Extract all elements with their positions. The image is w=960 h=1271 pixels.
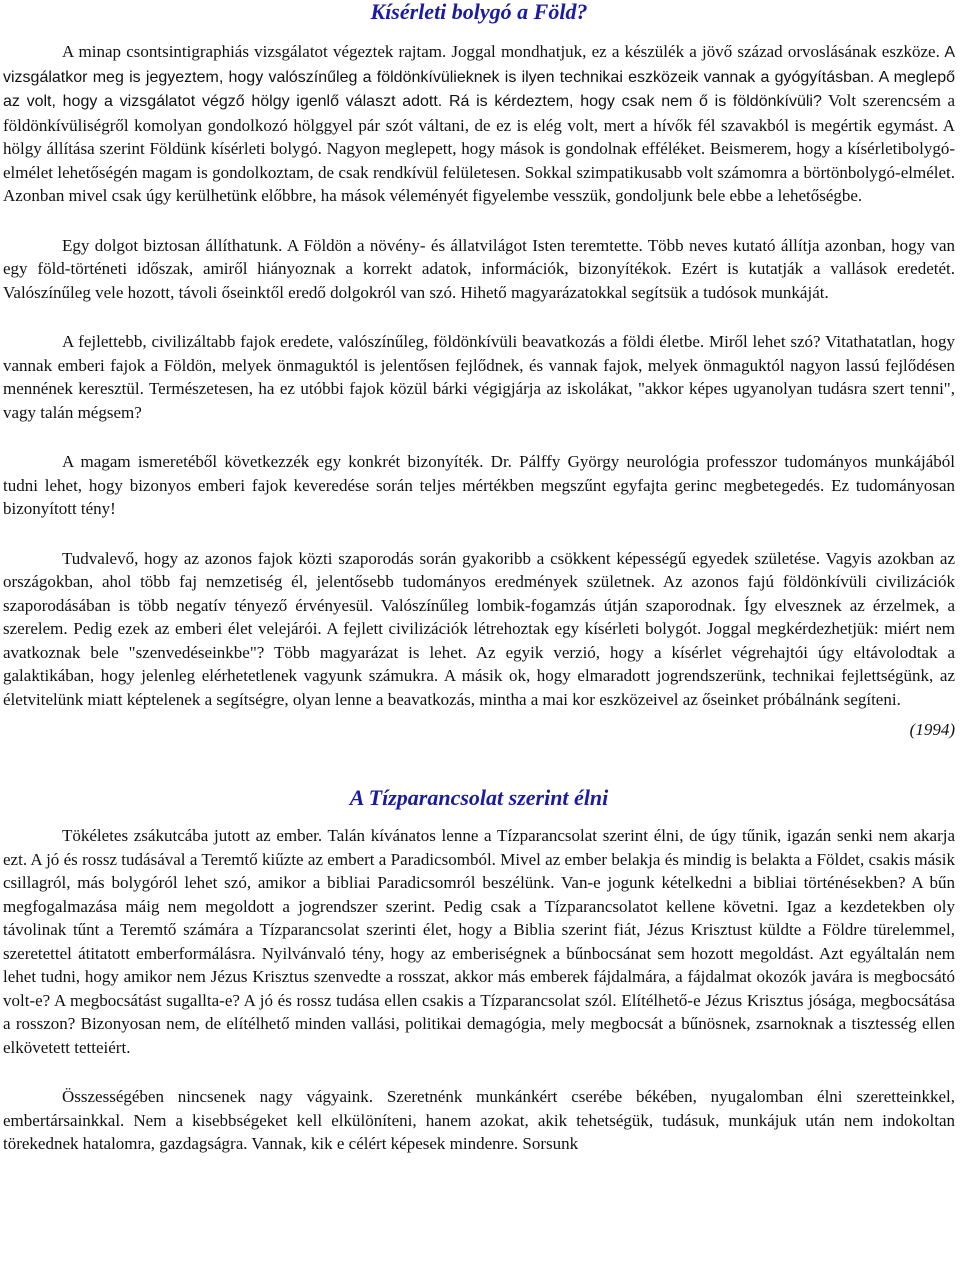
- paragraph-dead-end: Tökéletes zsákutcába jutott az ember. Talán kívánatos lenne a Tízparancsolat szerint élni, de úgy tűnik, igazán senki nem akarja ezt. A jó és rossz tudásával a Teremtő kiűzte az embert a Paradicsomból. Mivel az ember belakja és mindig is belakta a Földet, csakis másik csillagról, más bolygóról lehet szó, amikor a bibliai Paradicsomról beszélünk. Van-e jogunk kételkedni a bibliai történésekben? A bűn megfogalmazása máig nem megoldott a jogrendszer szerint. Pedig csak a Tízparancsolatot kellene követni. Igaz a kezdetekben oly távolinak tűnt a Teremtő számára a Tízparancsolat szerinti élet, hogy a Biblia szerint fiát, Jézus Krisztust küldte a Földre türelemmel, szeretettel átitatott emberformálásra. Nyilvánvaló tény, hogy az emberiségnek a bűnbocsánat sem hozott megoldást. Azt egyáltalán nem lehet tudni, hogy amikor nem Jézus Krisztus szenvedte a rosszat, akkor más emberek fájdalmára, a fájdalmat okozók javára is megbocsátó volt-e? A megbocsátást sugallta-e? A jó és rossz tudása ellen csakis a Tízparancsolat szól. Elítélhető-e Jézus Krisztus jósága, megbocsátása a rosszon? Bizonyosan nem, de elítélhető minden vallási, politikai demagógia, mely megbocsát a bűnösnek, zsarnoknak a tisztesség ellen elkövetett tetteiért.: [3, 826, 955, 1057]
- paragraph-intro-sentence-1: A minap csontsintigraphiás vizsgálatot végeztek rajtam. Joggal mondhatjuk, ez a készülék a jövő század orvoslásának eszköze.: [62, 42, 940, 61]
- paragraph-intro-sentence-4: A hölgy állítása szerint Földünk kísérleti bolygó. Nagyon meglepett, hogy mások is gondolnak efféléket. Beismerem, hogy a kísérletibolygó-elmélet lehetőségén magam is gondolkoztam, de csak rendkívül felületesen. Sokkal szimpatikusabb volt számomra a börtönbolygó-elmélet. Azonban mivel csak úgy kerülhetünk előbbre, ha mások véleményét figyelembe vesszük, gondoljunk bele ebbe a lehetőségbe.: [3, 115, 955, 205]
- paragraph-civilized-species: A fejlettebb, civilizáltabb fajok eredete, valószínűleg, földönkívüli beavatkozás a földi életbe. Miről lehet szó? Vitathatatlan, hogy vannak emberi fajok a Földön, melyek önmaguktól is jelentősen fejlődnek, és vannak fajok, melyek önmaguktól nagyon lassú fejlődésen mennének keresztül. Természetesen, ha ez utóbbi fajok közül bárki végigjárja az iskolákat, "akkor képes ugyanolyan tudásra szert tenni", vagy talán mégsem?: [3, 332, 955, 422]
- paragraph-intro: [3, 40, 955, 208]
- paragraph-intro-sentence-2: A vizsgálatkor meg is jegyeztem, hogy valószínűleg a földönkívülieknek is ilyen technikai eszközeik vannak a gyógyításban. A meglepő az volt, hogy a vizsgálatot végző hölgy igenlő választ adott. Rá is kérdeztem, hogy csak nem ő is földönkívüli?: [3, 44, 956, 110]
- paragraph-evidence: A magam ismeretéből következzék egy konkrét bizonyíték. Dr. Pálffy György neurológia professzor tudományos munkájából tudni lehet, hogy bizonyos emberi fajok keveredése során teljes mértékben megszűnt egyfajta gerinc megbetegedés. Ez tudományosan bizonyított tény!: [3, 452, 955, 518]
- article-title-ten-commandments: A Tízparancsolat szerint élni: [349, 785, 609, 810]
- article-date: (1994): [909, 720, 955, 739]
- paragraph-summary: Összességében nincsenek nagy vágyaink. Szeretnénk munkánkért cserébe békében, nyugalomban élni szeretteinkkel, embertársainkkal. Nem a kisebbségeket kell elkülöníteni, hanem azokat, akik tehetségük, tudásuk, munkájuk után nem indokoltan törekednek hatalomra, gazdagságra. Vannak, kik e célért képesek mindenre. Sorsunk: [3, 1087, 955, 1153]
- paragraph-creation: Egy dolgot biztosan állíthatunk. A Földön a növény- és állatvilágot Isten teremtette. Több neves kutató állítja azonban, hogy van egy föld-történeti időszak, amiről hiányoznak a korrekt adatok, információk, bizonyítékok. Ezért is kutatják a vallások eredetét. Valószínűleg vele hozott, távoli őseinktől eredő dolgokról van szó. Hihető magyarázatokkal segítsük a tudósok munkáját.: [3, 235, 955, 302]
- paragraph-reproduction: Tudvalevő, hogy az azonos fajok közti szaporodás során gyakoribb a csökkent képességű egyedek születése. Vagyis azokban az országokban, ahol több faj nemzetiség él, jelentősebb tudományos eredmények születnek. Az azonos fajú földönkívüli civilizációk szaporodásában is több negatív tényező érvényesül. Valószínűleg lombik-fogamzás útján szaporodnak. Így elvesznek az érzelmek, a szerelem. Pedig ezek az emberi élet velejárói. A fejlett civilizációk létrehoztak egy kísérleti bolygót. Joggal megkérdezhetjük: miért nem avatkoznak bele "szenvedéseinkbe"? Több magyarázat is lehet. Az egyik verzió, hogy a kísérlet végrehajtói úgy eltávolodtak a galaktikában, hogy jelenleg elérhetetlenek vagyunk számukra. A másik ok, hogy elmaradott jogrendszerünk, technikai fejlettségünk, az életvitelünk miatt képtelenek a segítségre, olyan lenne a beavatkozás, mintha a mai kor eszközeivel az őseinket próbálnánk segíteni.: [3, 548, 955, 709]
- paragraph-intro-sentence-3: Volt szerencsém a földönkívüliségről komolyan gondolkozó hölggyel pár szót váltani, de ez is elég volt, mert a hívők fél szavakból is megértik egymást.: [3, 91, 955, 135]
- article-title-experimental-planet: Kísérleti bolygó a Föld?: [370, 0, 588, 24]
